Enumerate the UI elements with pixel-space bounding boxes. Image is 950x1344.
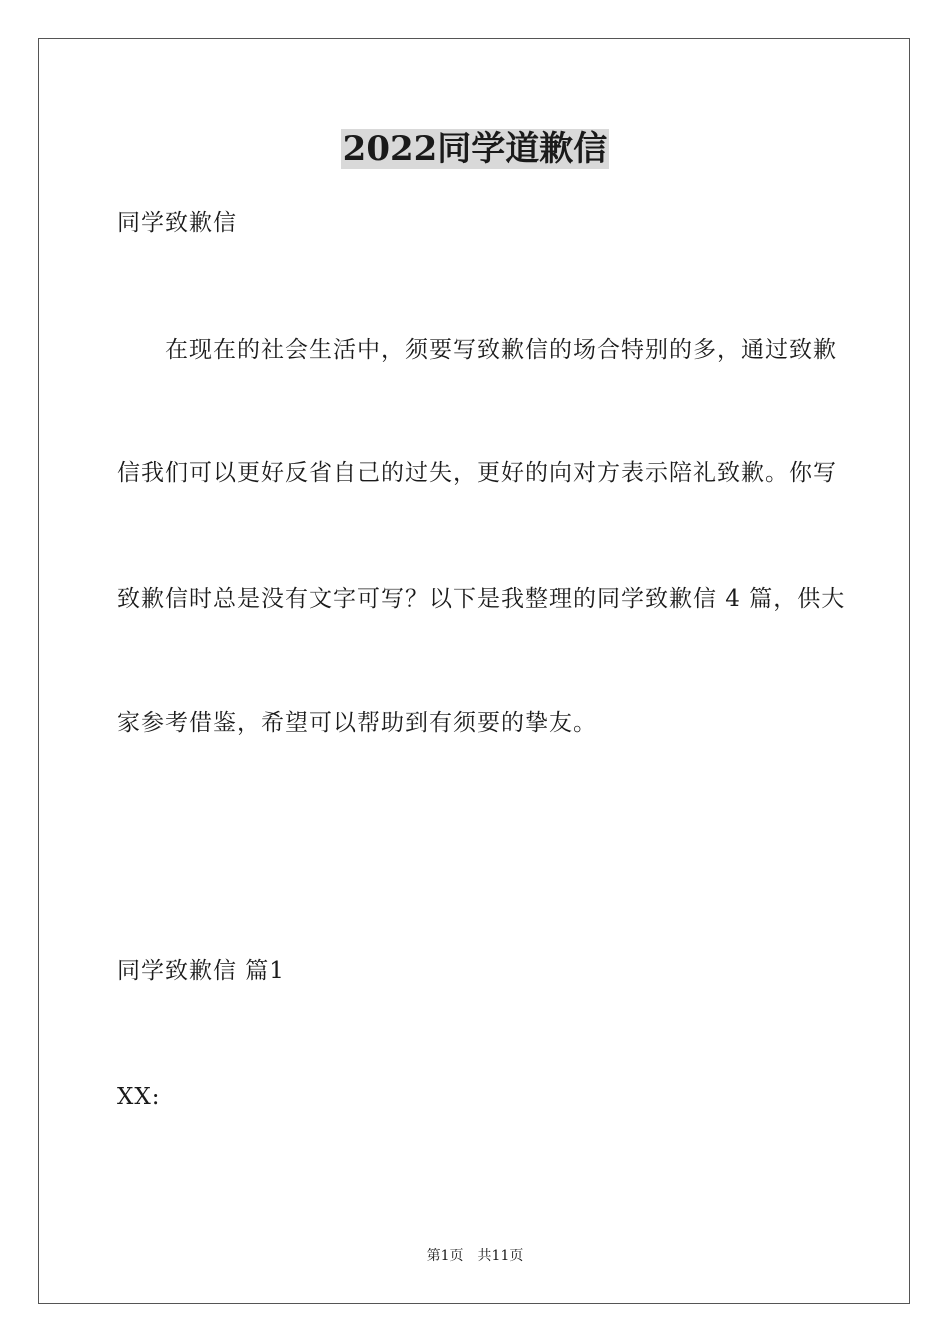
salutation: XX: bbox=[117, 1084, 161, 1110]
document-title bbox=[0, 127, 950, 171]
paragraph-line-2: 信我们可以更好反省自己的过失，更好的向对方表示陪礼致歉。你写 bbox=[117, 460, 837, 486]
paragraph-line-4: 家参考借鉴，希望可以帮助到有须要的挚友。 bbox=[117, 710, 597, 736]
paragraph-line-1: 在现在的社会生活中，须要写致歉信的场合特别的多，通过致歉 bbox=[165, 337, 837, 363]
page-footer: 第1页 共11页 bbox=[426, 1248, 524, 1264]
section-title: 同学致歉信 篇1 bbox=[117, 958, 285, 984]
document-heading: 同学致歉信 bbox=[117, 210, 237, 236]
document-title-text: 2022同学道歉信 bbox=[342, 129, 608, 169]
paragraph-line-3: 致歉信时总是没有文字可写？以下是我整理的同学致歉信 4 篇，供大 bbox=[117, 586, 846, 612]
